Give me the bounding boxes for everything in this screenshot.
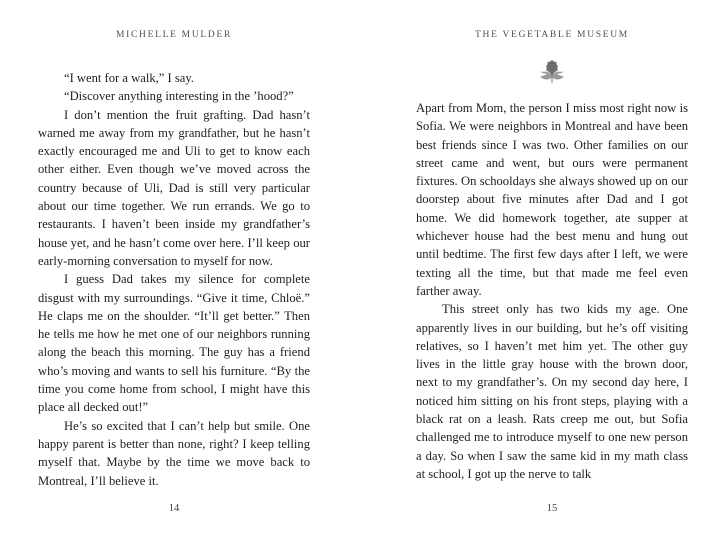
page-number-left: 14 bbox=[168, 503, 180, 514]
left-page-body bbox=[38, 69, 310, 490]
leaf-ornament-icon bbox=[416, 57, 688, 87]
right-page-body bbox=[416, 99, 688, 483]
paragraph: I guess Dad takes my silence for complete disgust with my surroundings. “Give it time, Chloë.” He claps me on the shoulder. “It’ll get better.” Then he tells me how he met one of our neighbors running along the beach this morning. The guy has a friend who’s moving and wants to sell his furniture. “By the time you come home from school, I might have this place all decked out!” bbox=[38, 272, 310, 415]
paragraph: I don’t mention the fruit grafting. Dad hasn’t warned me away from my grandfather, but he hasn’t exactly encouraged me and Uli to get to know each other either. Even though we’ve moved across the country because of Uli, Dad is still very particular about our time together. We run errands. We go to restaurants. I haven’t been inside my grandfather’s house yet, and he hasn’t come over here. I’ll keep our early-morning conversation to myself for now. bbox=[38, 107, 310, 268]
paragraph: He’s so excited that I can’t help but smile. One happy parent is better than none, right? I keep telling myself that. Maybe by the time we move back to Montreal, I’ll believe it. bbox=[38, 418, 310, 488]
paragraph: “Discover anything interesting in the ’hood?” bbox=[64, 89, 294, 104]
paragraph: “I went for a walk,” I say. bbox=[64, 71, 194, 85]
running-head-title: THE VEGETABLE MUSEUM bbox=[475, 30, 629, 40]
running-head-author: MICHELLE MULDER bbox=[115, 30, 232, 40]
paragraph: This street only has two kids my age. One apparently lives in our building, but he’s off visiting relatives, so I haven’t met him yet. The other guy lives in the little gray house with the brown door, next to my grandfather’s. On my second day here, I noticed him sitting on his front steps, playing with a black rat on a leash. Rats creep me out, but Sofia challenged me to introduce myself to one new person a day. So when I saw the same kid in my math class at school, I got up the nerve to talk bbox=[416, 302, 688, 481]
paragraph: Apart from Mom, the person I miss most right now is Sofia. We were neighbors in Montreal and have been best friends since I was two. Other families on our street came and went, but ours were permanent fixtures. On schooldays she always showed up on our doorstep about five minutes after Dad and I got home. We did homework together, ate supper at whichever house had the best menu and hung out until bedtime. The first few days after I left, we were texting all the time, but that made me feel even farther away. bbox=[416, 101, 688, 298]
page-number-right: 15 bbox=[546, 503, 558, 514]
